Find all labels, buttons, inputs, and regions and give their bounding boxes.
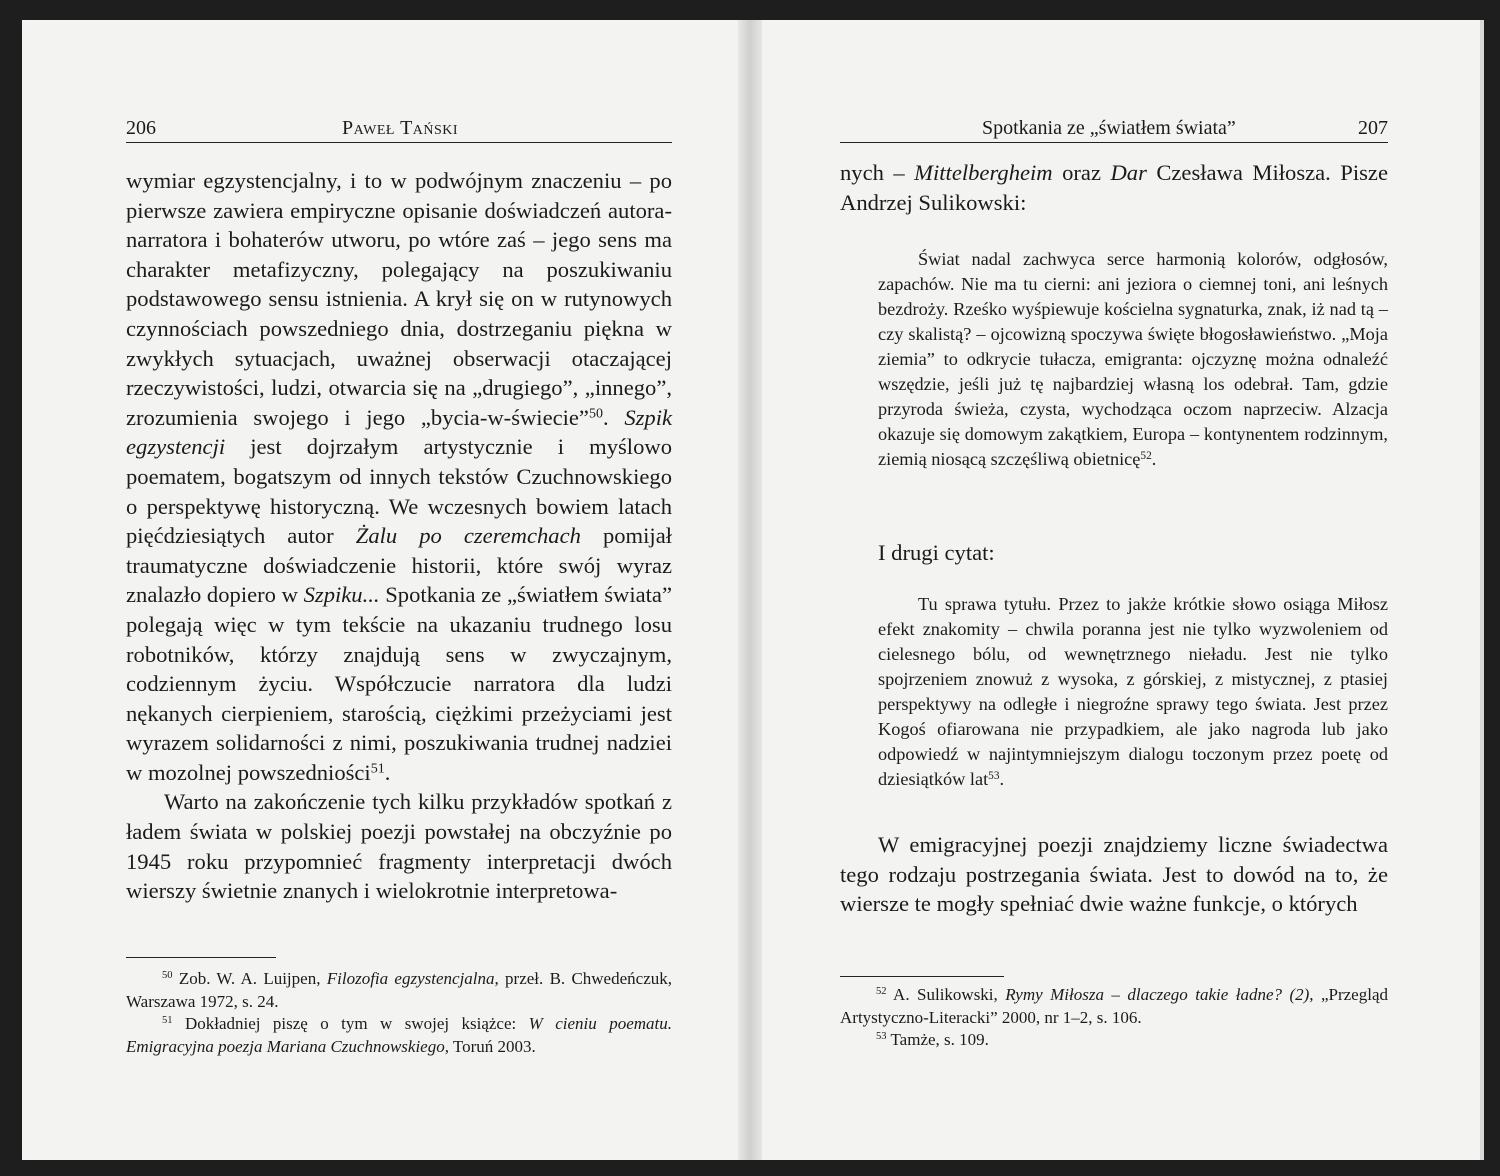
running-head-left (126, 116, 672, 143)
footnote-50: $^{50}$ Zob. W. A. Luijpen, Filozofia egzystencjalna, przeł. B. Chwedeńczuk, Warszawa 1972, s. 24. (126, 969, 672, 1011)
left-body-text (126, 166, 672, 906)
footnotes-right (840, 984, 1388, 1052)
page-number-right: 207 (1358, 117, 1388, 139)
left-paragraph-1: wymiar egzystencjalny, i to w podwójnym znaczeniu – po pierwsze zawiera empiryczne opisanie doświadczeń autora-narratora i bohaterów utworu, po wtóre zaś – jego sens ma charakter metafizyczny, polegający na poszukiwaniu podstawowego sensu istnienia. A krył się on w rutynowych czynnościach powszedniego dnia, dostrzeganiu piękna w zwykłych sytuacjach, uważnej obserwacji otaczającej rzeczywistości, ludzi, otwarcia się na „drugiego”, „innego”, zrozumienia swojego i jego „bycia-w-świecie”$^{50}$. Szpik egzystencji jest dojrzałym artystycznie i myślowo poematem, bogatszym od innych tekstów Czuchnowskiego o perspektywę historyczną. We wczesnych bowiem latach pięćdziesiątych autor Żalu po czeremchach pomijał traumatyczne doświadczenie historii, które swój wyraz znalazło dopiero w Szpiku... Spotkania ze „światłem świata” polegają więc w tym tekście na ukazaniu trudnego losu robotników, którzy znajdują sens w zwyczajnym, codziennym życiu. Współczucie narratora dla ludzi nękanych cierpieniem, starością, ciężkimi przeżyciami jest wyrazem solidarności z nimi, poszukiwania trudnej nadziei w mozolnej powszedniości$^{51}$. (126, 168, 673, 785)
left-paragraph-2: Warto na zakończenie tych kilku przykładów spotkań z ładem świata w polskiej poezji powstałej na obczyźnie po 1945 roku przypomnieć fragmenty interpretacji dwóch wierszy świetnie znanych i wielokrotnie interpretowa- (126, 789, 672, 904)
block-quote-2: Tu sprawa tytułu. Przez to jakże krótkie słowo osiąga Miłosz efekt znakomity – chwila poranna jest nie tylko wyzwoleniem od cielesnego bólu, od wewnętrznego nieładu. Jest nie tylko spojrzeniem znowuż z wysoka, z górskiej, z mistycznej, z ptasiej perspektywy na odległe i niegroźne sprawy tego świata. Jest przez Kogoś ofiarowana nie przypadkiem, ale jako nagroda lub jako odpowiedź w najintymniejszym dialogu toczonym przez poetę od dziesiątków lat$^{53}$. (878, 594, 1388, 789)
footnote-ref-50[interactable]: 50 (588, 406, 603, 422)
footnote-divider-left (126, 957, 276, 958)
second-citation-label: I drugi cytat: (878, 540, 995, 565)
author-name: Paweł Tański (342, 117, 459, 139)
page-number-left: 206 (126, 117, 156, 139)
footnote-ref-52[interactable]: 52 (1140, 449, 1152, 462)
right-intro-text: nych – Mittelbergheim oraz Dar Czesława Miłosza. Pisze Andrzej Sulikowski: (840, 160, 1388, 215)
book-gutter (738, 20, 762, 1160)
footnotes-left (126, 968, 672, 1058)
chapter-title: Spotkania ze „światłem świata” (982, 117, 1236, 139)
right-paragraph: W emigracyjnej poezji znajdziemy liczne świadectwa tego rodzaju postrzegania świata. Jest to dowód na to, że wiersze te mogły spełniać dwie ważne funkcje, o których (840, 832, 1388, 917)
page-edge (1480, 20, 1484, 1160)
block-quote-1: Świat nadal zachwyca serce harmonią kolorów, odgłosów, zapachów. Nie ma tu cierni: ani jeziora o ciemnej toni, ani leśnych bezdroży. Rześko wyśpiewuje kościelna sygnaturka, znak, iż nad tą – czy skalistą? – ojcowizną spoczywa święte błogosławieństwo. „Moja ziemia” to odkrycie tułacza, emigranta: ojczyznę można odnaleźć wszędzie, jeśli już tę najbardziej własną los odebrał. Tam, gdzie przyroda świeża, czysta, wychodząca oczom naprzeciw. Alzacja okazuje się domowym zakątkiem, Europa – kontynentem rodzinnym, ziemią niosącą szczęśliwą obietnicę$^{52}$. (878, 249, 1388, 469)
footnote-ref-53[interactable]: 53 (988, 769, 1000, 782)
footnote-51: $^{51}$ Dokładniej piszę o tym w swojej książce: W cieniu poematu. Emigracyjna poezja Mariana Czuchnowskiego, Toruń 2003. (126, 1014, 672, 1056)
running-head-right (840, 116, 1388, 143)
footnote-52: $^{52}$ A. Sulikowski, Rymy Miłosza – dlaczego takie ładne? (2), „Przegląd Artystyczno-Literacki” 2000, nr 1–2, s. 106. (840, 985, 1389, 1027)
footnote-53: $^{53}$ Tamże, s. 109. (876, 1030, 989, 1049)
footnote-ref-51[interactable]: 51 (370, 761, 385, 777)
footnote-divider-right (840, 976, 1004, 977)
